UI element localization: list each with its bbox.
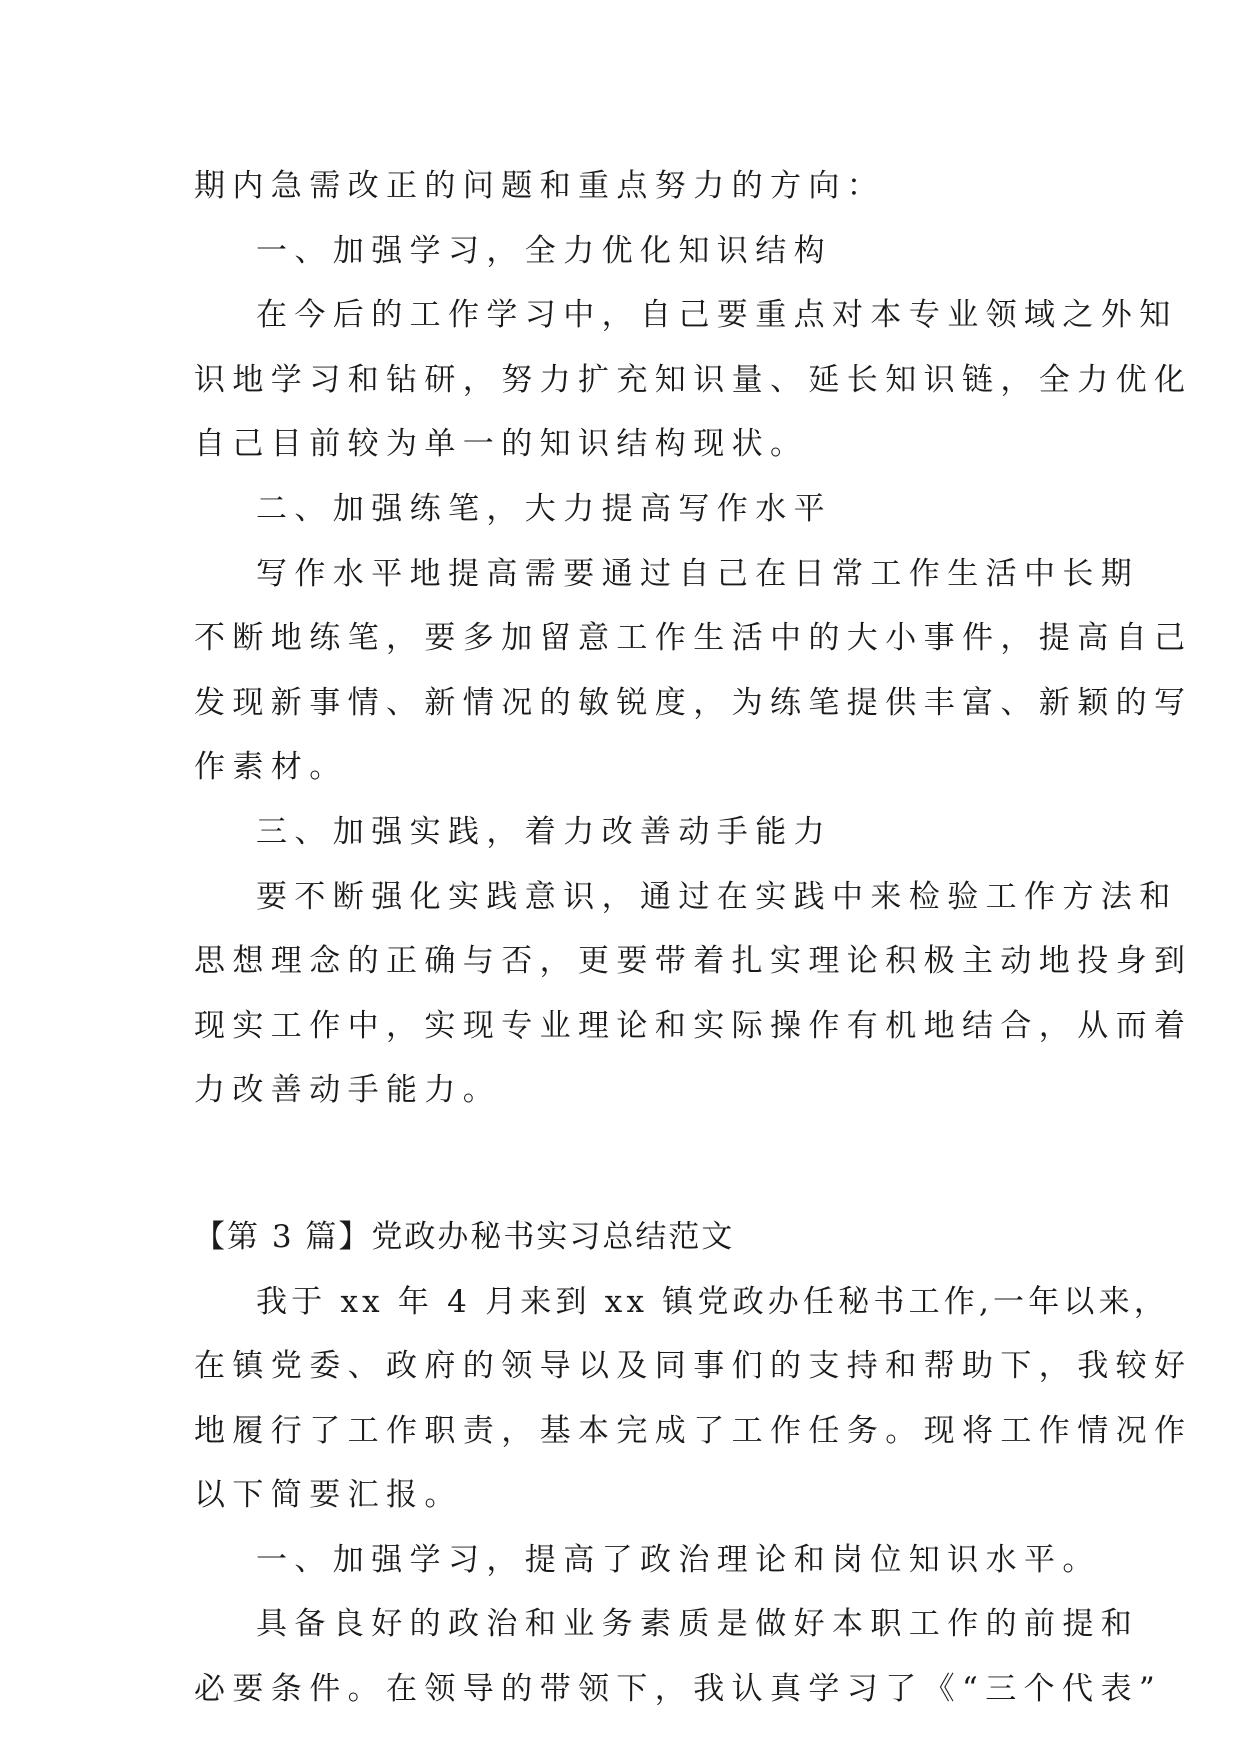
section-spacer — [194, 1123, 1052, 1205]
paragraph-line: 在今后的工作学习中，自己要重点对本专业领域之外知 — [256, 297, 1178, 334]
paragraph-line: 地履行了工作职责，基本完成了工作任务。现将工作情况作 — [194, 1412, 1193, 1449]
paragraph-line: 识地学习和钻研，努力扩充知识量、延长知识链，全力优化 — [194, 361, 1193, 398]
paragraph-line: 力改善动手能力。 — [194, 1072, 502, 1109]
paragraph-line: 期内急需改正的问题和重点努力的方向： — [194, 168, 886, 204]
paragraph-line: 自己目前较为单一的知识结构现状。 — [194, 426, 809, 463]
subheading-writing: 二、加强练笔，大力提高写作水平 — [256, 490, 832, 527]
paragraph-line: 作素材。 — [194, 749, 348, 786]
paragraph-line: 具备良好的政治和业务素质是做好本职工作的前提和 — [256, 1606, 1140, 1643]
paragraph-line: 在镇党委、政府的领导以及同事们的支持和帮助下，我较好 — [194, 1348, 1193, 1385]
paragraph-line: 以下简要汇报。 — [194, 1477, 463, 1514]
paragraph-line: 写作水平地提高需要通过自己在日常工作生活中长期 — [256, 555, 1140, 592]
paragraph-line: 不断地练笔，要多加留意工作生活中的大小事件，提高自己 — [194, 620, 1193, 657]
paragraph-line: 我于 xx 年 4 月来到 xx 镇党政办任秘书工作,一年以来， — [256, 1283, 1170, 1320]
document-body — [194, 154, 1193, 1722]
paragraph-line: 现实工作中，实现专业理论和实际操作有机地结合，从而着 — [194, 1007, 1193, 1044]
subheading-practice: 三、加强实践，着力改善动手能力 — [256, 813, 832, 850]
section-heading: 【第 3 篇】党政办秘书实习总结范文 — [194, 1218, 735, 1255]
subheading-study: 一、加强学习，提高了政治理论和岗位知识水平。 — [256, 1541, 1101, 1578]
paragraph-line: 必要条件。在领导的带领下，我认真学习了《“三个代表” — [194, 1671, 1163, 1708]
paragraph-line: 发现新事情、新情况的敏锐度，为练笔提供丰富、新颖的写 — [194, 684, 1193, 721]
paragraph-line: 要不断强化实践意识，通过在实践中来检验工作方法和 — [256, 878, 1178, 915]
paragraph-line: 思想理念的正确与否，更要带着扎实理论积极主动地投身到 — [194, 943, 1193, 980]
subheading-learning: 一、加强学习，全力优化知识结构 — [256, 232, 832, 269]
